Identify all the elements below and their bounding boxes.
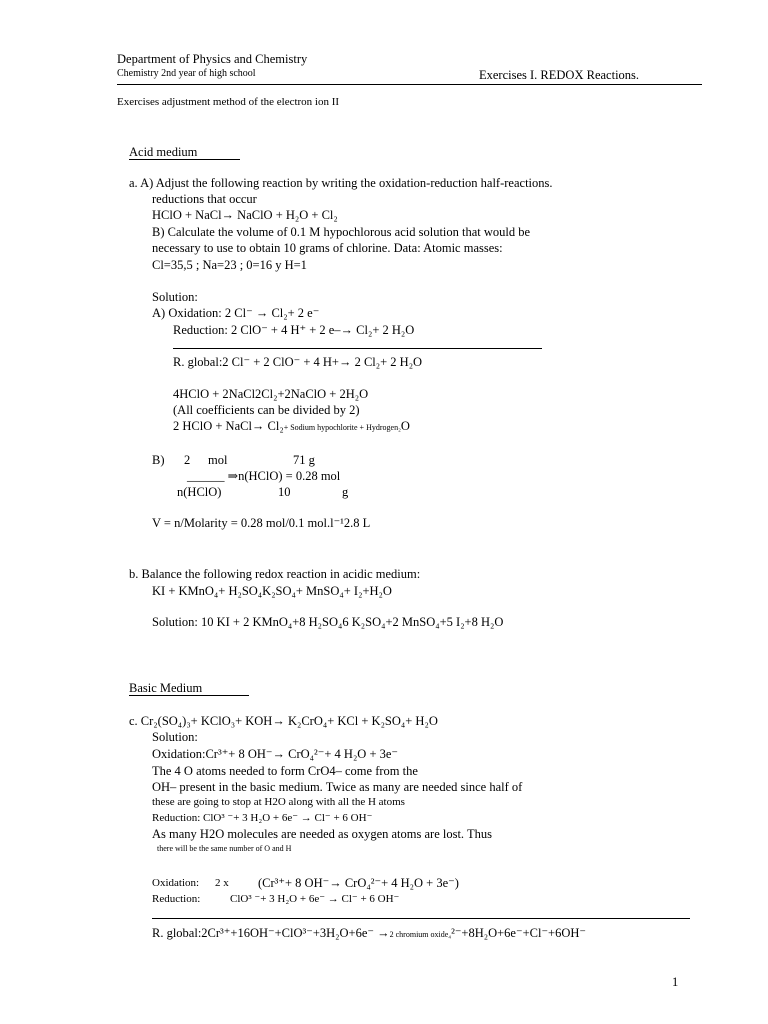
oxidation-half-reaction: A) Oxidation: 2 Cl⁻ → Cl₂+ 2 e⁻	[152, 306, 320, 320]
stoich-10: 10	[278, 485, 291, 499]
sum-rule	[152, 918, 690, 919]
reduction-equation: ClO³ ⁻+ 3 H₂O + 6e⁻ → Cl⁻ + 6 OH⁻	[230, 893, 400, 905]
simplified-equation-main: 2 HClO + NaCl→ Cl₂	[173, 419, 284, 433]
header-rule	[117, 84, 702, 85]
reduction-half-reaction: Reduction: 2 ClO⁻ + 4 H⁺ + 2 e–→ Cl₂+ 2 H₂O	[173, 323, 415, 337]
reduction-half-reaction: Reduction: ClO³ ⁻+ 3 H₂O + 6e⁻ → Cl⁻ + 6 OH⁻	[152, 812, 373, 824]
reduction-label: Reduction:	[152, 893, 201, 905]
volume-result: V = n/Molarity = 0.28 mol/0.1 mol.l⁻¹2.8 L	[152, 516, 371, 530]
heading-underline	[129, 159, 240, 160]
global-reaction-main: R. global:2Cr³⁺+16OH⁻+ClO³⁻+3H₂O+6e⁻ →	[152, 926, 390, 940]
simplified-equation-small: + Sodium hypochlorite + Hydrogen₂	[283, 423, 401, 432]
part-b-label: B)	[152, 453, 165, 467]
oxidation-coefficient: 2 x	[215, 877, 229, 889]
stoich-result: ______ ⇒n(HClO) = 0.28 mol	[187, 469, 341, 483]
solution-label: Solution:	[152, 730, 198, 744]
explanation-line3: these are going to stop at H2O along with all the H atoms	[152, 796, 405, 808]
coefficient-note: (All coefficients can be divided by 2)	[173, 403, 360, 417]
simplified-equation-end: O	[400, 419, 410, 433]
exercise-a-line5: necessary to use to obtain 10 grams of chlorine. Data: Atomic masses:	[152, 241, 503, 255]
course-name: Chemistry 2nd year of high school	[117, 68, 256, 79]
department-name: Department of Physics and Chemistry	[117, 52, 308, 66]
explanation-line4: As many H2O molecules are needed as oxygen atoms are lost. Thus	[152, 827, 492, 841]
heading-underline	[129, 695, 249, 696]
stoich-71g: 71 g	[293, 453, 315, 467]
stoich-num-2: 2	[184, 453, 191, 467]
page-number: 1	[672, 975, 679, 989]
exercise-b-line1: b. Balance the following redox reaction in acidic medium:	[129, 567, 421, 581]
explanation-line2: OH– present in the basic medium. Twice as many are needed since half of	[152, 780, 523, 794]
sum-rule	[173, 348, 542, 349]
exercise-a-reaction: HClO + NaCl→ NaClO + H₂O + Cl₂	[152, 208, 338, 222]
exercise-a-line4: B) Calculate the volume of 0.1 M hypochlorous acid solution that would be	[152, 225, 531, 239]
global-reaction-small: 2 chromium oxide₄	[389, 930, 452, 939]
global-reaction: R. global:2 Cl⁻ + 2 ClO⁻ + 4 H+→ 2 Cl₂+ 2 H₂O	[173, 355, 423, 369]
section-heading-basic: Basic Medium	[129, 681, 203, 695]
document-subtitle: Exercises adjustment method of the electron ion II	[117, 96, 340, 108]
global-reaction-end: ²⁻+8H₂O+6e⁻+Cl⁻+6OH⁻	[451, 926, 586, 940]
exercise-b-solution: Solution: 10 KI + 2 KMnO₄+8 H₂SO₄6 K₂SO₄+2 MnSO₄+5 I₂+8 H₂O	[152, 615, 504, 629]
exercise-a-line2: reductions that occur	[152, 192, 257, 206]
stoich-g: g	[342, 485, 349, 499]
exercise-c-reaction: c. Cr₂(SO₄)₃+ KClO₃+ KOH→ K₂CrO₄+ KCl + K₂SO₄+ H₂O	[129, 714, 438, 728]
exercise-a-line1: a. A) Adjust the following reaction by writing the oxidation-reduction half-reactions.	[129, 176, 553, 190]
explanation-line1: The 4 O atoms needed to form CrO4– come from the	[152, 764, 418, 778]
exercise-b-reaction: KI + KMnO₄+ H₂SO₄K₂SO₄+ MnSO₄+ I₂+H₂O	[152, 584, 392, 598]
solution-label: Solution:	[152, 290, 198, 304]
global-reaction-basic	[152, 927, 586, 940]
explanation-line5: there will be the same number of O and H	[157, 844, 292, 853]
stoich-mol: mol	[208, 453, 228, 467]
section-heading-acid: Acid medium	[129, 145, 198, 159]
molecular-equation: 4HClO + 2NaCl2Cl₂+2NaClO + 2H₂O	[173, 387, 369, 401]
oxidation-half-reaction: Oxidation:Cr³⁺+ 8 OH⁻→ CrO₄²⁻+ 4 H₂O + 3e⁻	[152, 747, 399, 761]
oxidation-label: Oxidation:	[152, 877, 200, 889]
stoich-nhclo: n(HClO)	[177, 485, 222, 499]
oxidation-multiplied: (Cr³⁺+ 8 OH⁻→ CrO₄²⁻+ 4 H₂O + 3e⁻)	[258, 876, 459, 890]
exercise-a-data: Cl=35,5 ; Na=23 ; 0=16 y H=1	[152, 258, 307, 272]
simplified-equation	[173, 420, 410, 433]
document-title: Exercises I. REDOX Reactions.	[479, 68, 640, 82]
